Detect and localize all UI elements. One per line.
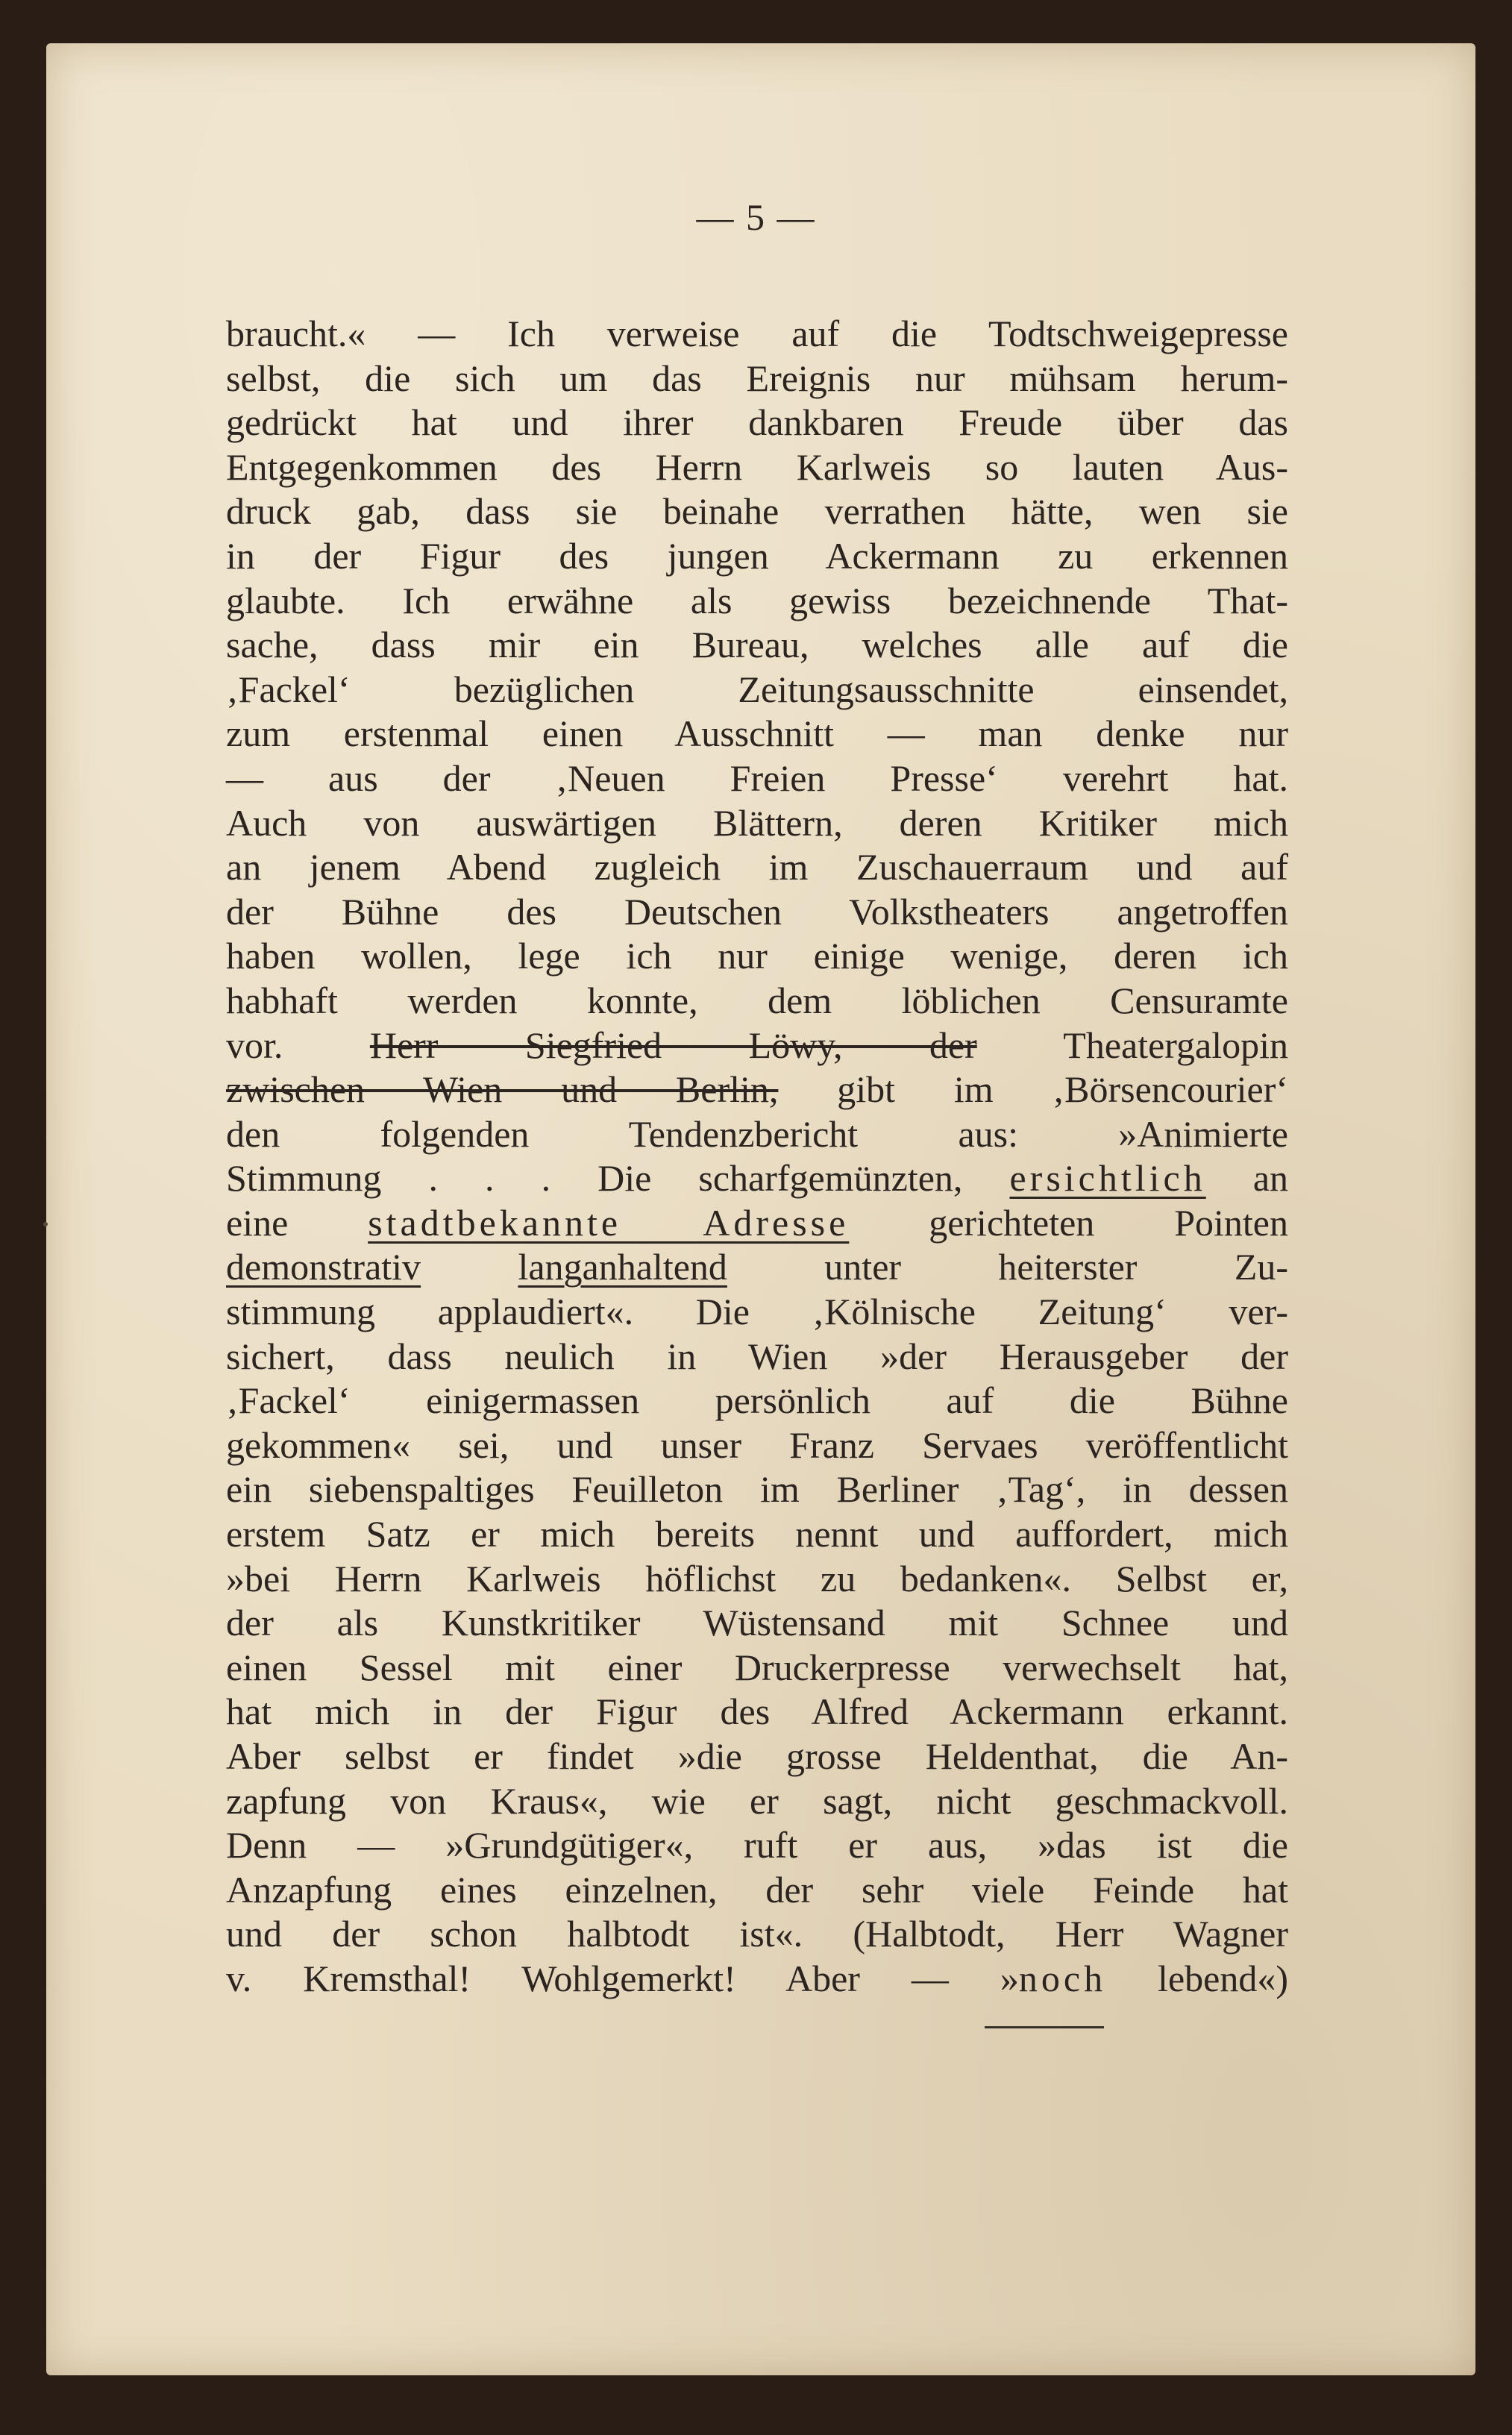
text-line: Entgegenkommen des Herrn Karlweis so lauten Aus-: [226, 445, 1288, 488]
struck-through-text: Herr Siegfried Löwy, der: [369, 1024, 977, 1066]
text-line-with-emphasis: [226, 1156, 1288, 1201]
text-line: Auch von auswärtigen Blättern, deren Kritiker mich: [226, 801, 1288, 844]
text-line-with-deletion: [226, 1068, 1288, 1112]
text-line: der Bühne des Deutschen Volkstheaters angetroffen: [226, 890, 1288, 933]
underlined-text: langanhaltend: [518, 1246, 727, 1288]
body-text: [226, 312, 1288, 2002]
text-line: selbst, die sich um das Ereignis nur mühsam herum-: [226, 357, 1288, 399]
text-line: braucht.« — Ich verweise auf die Todtschweigepresse: [226, 313, 1288, 354]
text-line: der als Kunstkritiker Wüstensand mit Schnee und: [226, 1602, 1288, 1644]
text-line: druck gab, dass sie beinahe verrathen hätte, wen sie: [226, 490, 1288, 533]
text-line: hat mich in der Figur des Alfred Ackermann erkannt.: [226, 1690, 1288, 1733]
line-text: v. Kremsthal! Wohlgemerkt! Aber — »: [226, 1957, 1019, 1999]
text-line: Aber selbst er findet »die grosse Heldenthat, die An-: [226, 1735, 1288, 1777]
struck-through-text: zwischen Wien und Berlin,: [226, 1068, 779, 1111]
text-line: gedrückt hat und ihrer dankbaren Freude über das: [226, 401, 1288, 444]
text-line: — aus der ‚Neuen Freien Presse‘ verehrt hat.: [226, 756, 1288, 799]
line-text: gerichteten Pointen: [929, 1201, 1288, 1244]
line-text: eine: [226, 1201, 289, 1244]
text-line: gekommen« sei, und unser Franz Servaes veröffentlicht: [226, 1423, 1288, 1466]
underlined-text: demonstrativ: [226, 1246, 421, 1288]
text-line: glaubte. Ich erwähne als gewiss bezeichnende That-: [226, 579, 1288, 621]
text-line: habhaft werden konnte, dem löblichen Censuramte: [226, 979, 1288, 1021]
text-line: haben wollen, lege ich nur einige wenige, deren ich: [226, 935, 1288, 977]
text-line: zum erstenmal einen Ausschnitt — man denke nur: [226, 712, 1288, 755]
text-line: an jenem Abend zugleich im Zuschauerraum und auf: [226, 846, 1288, 889]
text-line: sache, dass mir ein Bureau, welches alle auf die: [226, 624, 1288, 666]
text-line: zapfung von Kraus«, wie er sagt, nicht geschmackvoll.: [226, 1779, 1288, 1822]
text-line: ‚Fackel‘ bezüglichen Zeitungsausschnitte einsendet,: [226, 668, 1288, 710]
line-text: Stimmung . . . Die scharfgemünzten,: [226, 1157, 963, 1200]
underlined-text: stadtbekannte Adresse: [368, 1201, 850, 1244]
line-text: unter heiterster Zu-: [824, 1246, 1289, 1288]
text-line: einen Sessel mit einer Druckerpresse verwechselt hat,: [226, 1646, 1288, 1688]
text-line: und der schon halbtodt ist«. (Halbtodt, Herr Wagner: [226, 1913, 1288, 1955]
text-line: Denn — »Grundgütiger«, ruft er aus, »das ist die: [226, 1824, 1288, 1867]
text-line: Anzapfung eines einzelnen, der sehr viele Feinde hat: [226, 1868, 1288, 1911]
line-text: Theatergalopin: [1063, 1024, 1289, 1066]
line-text: lebend«): [1106, 1957, 1288, 1999]
underlined-text: ersichtlich: [1009, 1157, 1206, 1200]
text-line: ‚Fackel‘ einigermassen persönlich auf die Bühne: [226, 1379, 1288, 1422]
text-line: erstem Satz er mich bereits nennt und auffordert, mich: [226, 1513, 1288, 1555]
pencil-underline-mark: [985, 2026, 1104, 2028]
line-text: an: [1252, 1157, 1289, 1200]
margin-dot: [43, 1222, 48, 1226]
line-text: vor.: [226, 1024, 283, 1066]
text-line: den folgenden Tendenzbericht aus: »Animierte: [226, 1112, 1288, 1155]
text-line: in der Figur des jungen Ackermann zu erkennen: [226, 534, 1288, 577]
text-line-with-emphasis: [226, 1201, 1288, 1246]
page-number: — 5 —: [696, 196, 816, 238]
text-line-with-emphasis: [226, 1245, 1288, 1290]
text-line: ein siebenspaltiges Feuilleton im Berliner ‚Tag‘, in dessen: [226, 1468, 1288, 1511]
text-line: stimmung applaudiert«. Die ‚Kölnische Zeitung‘ ver-: [226, 1291, 1288, 1333]
line-text: gibt im ‚Börsencourier‘: [837, 1068, 1288, 1111]
text-line-with-deletion: [226, 1024, 1288, 1068]
text-line: »bei Herrn Karlweis höflichst zu bedanken«. Selbst er,: [226, 1557, 1288, 1599]
text-line-last: [226, 1957, 1288, 2002]
text-line: sichert, dass neulich in Wien »der Herausgeber der: [226, 1335, 1288, 1377]
spaced-emphasis-text: noch: [1018, 1957, 1107, 1999]
